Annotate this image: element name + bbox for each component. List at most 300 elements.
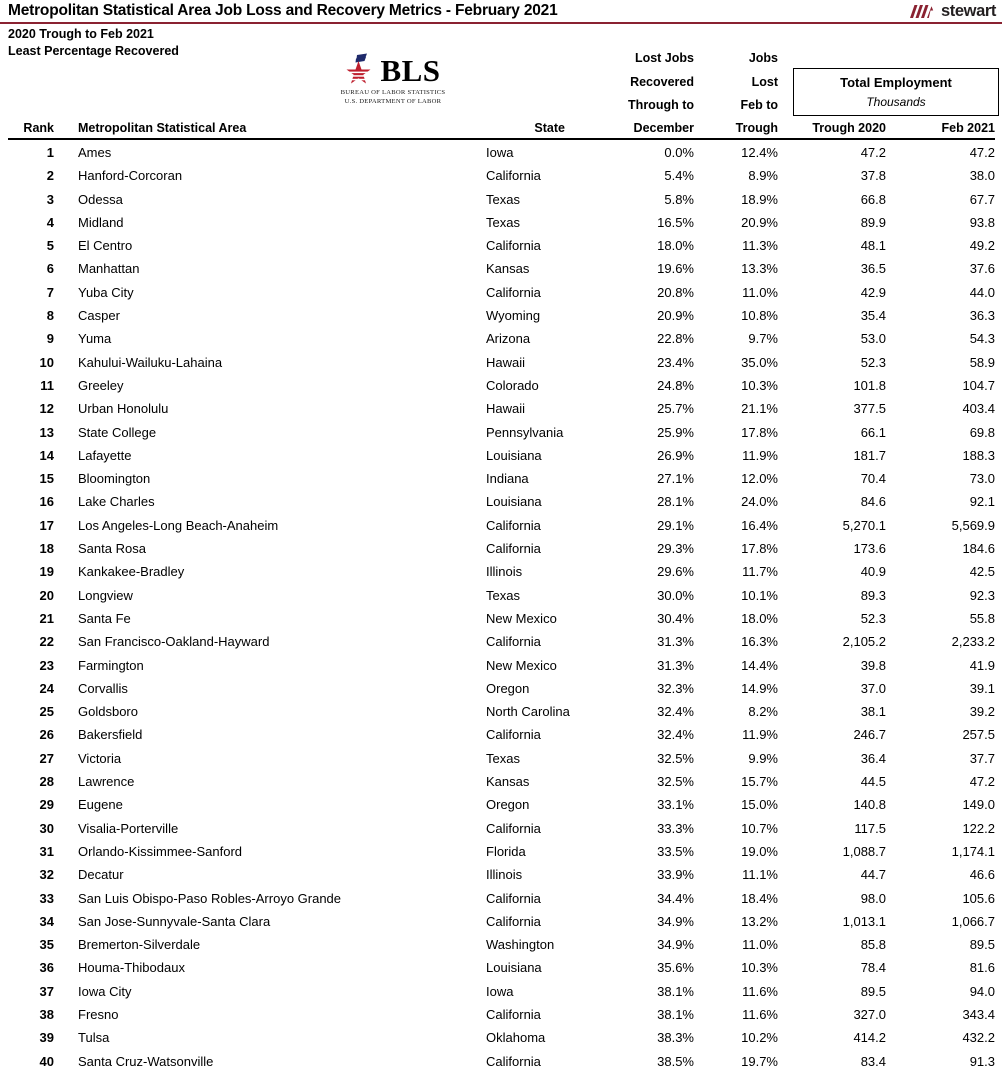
cell-recovered: 38.1% bbox=[657, 1006, 694, 1022]
cell-rank: 24 bbox=[39, 680, 54, 696]
cell-recovered: 28.1% bbox=[657, 494, 694, 510]
table-row bbox=[0, 956, 1002, 979]
cell-recovered: 30.0% bbox=[657, 587, 694, 603]
subheading-period: 2020 Trough to Feb 2021 bbox=[8, 27, 154, 41]
cell-trough-2020: 83.4 bbox=[860, 1053, 886, 1069]
cell-feb-2021: 81.6 bbox=[969, 960, 995, 976]
cell-rank: 10 bbox=[39, 354, 54, 370]
cell-rank: 13 bbox=[39, 424, 54, 440]
table-row bbox=[0, 467, 1002, 490]
cell-trough-2020: 44.7 bbox=[860, 867, 886, 883]
cell-jobs-lost: 11.6% bbox=[742, 983, 778, 999]
cell-msa: Bremerton-Silverdale bbox=[78, 937, 201, 953]
cell-state: California bbox=[486, 820, 541, 836]
cell-recovered: 32.3% bbox=[657, 680, 694, 696]
cell-recovered: 0.0% bbox=[664, 145, 694, 160]
cell-state: Oregon bbox=[486, 680, 530, 696]
cell-state: Illinois bbox=[486, 867, 523, 883]
cell-msa: Manhattan bbox=[78, 261, 140, 277]
cell-recovered: 22.8% bbox=[657, 331, 694, 347]
cell-state: New Mexico bbox=[486, 657, 557, 673]
bls-logo bbox=[333, 52, 453, 106]
cell-jobs-lost: 10.3% bbox=[741, 377, 778, 393]
cell-feb-2021: 5,569.9 bbox=[951, 517, 995, 533]
cell-jobs-lost: 21.1% bbox=[741, 401, 778, 417]
bls-subtitle-line-2: U.S. DEPARTMENT OF LABOR bbox=[344, 98, 442, 105]
cell-msa: San Jose-Sunnyvale-Santa Clara bbox=[78, 913, 271, 929]
cell-msa: Odessa bbox=[78, 191, 123, 207]
cell-trough-2020: 37.8 bbox=[860, 168, 886, 184]
page-title: Metropolitan Statistical Area Job Loss and Recovery Metrics - February 2021 bbox=[8, 2, 558, 19]
cell-msa: Bloomington bbox=[78, 471, 151, 487]
cell-recovered: 25.7% bbox=[657, 401, 694, 417]
cell-jobs-lost: 17.8% bbox=[741, 424, 778, 440]
cell-jobs-lost: 11.7% bbox=[742, 564, 778, 580]
cell-msa: Casper bbox=[78, 308, 120, 324]
cell-feb-2021: 42.5 bbox=[969, 564, 995, 580]
table-row bbox=[0, 211, 1002, 234]
column-header-rank: Rank bbox=[23, 121, 54, 135]
cell-msa: Goldsboro bbox=[78, 704, 138, 720]
cell-msa: Visalia-Porterville bbox=[78, 820, 179, 836]
cell-jobs-lost: 11.1% bbox=[742, 867, 778, 883]
cell-rank: 5 bbox=[46, 238, 54, 254]
cell-recovered: 31.3% bbox=[657, 657, 694, 673]
cell-state: Wyoming bbox=[486, 308, 541, 324]
column-header-msa: Metropolitan Statistical Area bbox=[78, 121, 247, 135]
cell-feb-2021: 403.4 bbox=[962, 401, 995, 417]
cell-state: California bbox=[486, 727, 541, 743]
cell-msa: Santa Cruz-Watsonville bbox=[78, 1053, 214, 1069]
cell-state: California bbox=[486, 238, 541, 254]
table-row bbox=[0, 281, 1002, 304]
table-row bbox=[0, 747, 1002, 770]
cell-trough-2020: 377.5 bbox=[853, 401, 886, 417]
cell-recovered: 33.9% bbox=[657, 867, 694, 883]
table-row bbox=[0, 910, 1002, 933]
subheading-sort: Least Percentage Recovered bbox=[8, 44, 179, 58]
cell-recovered: 29.1% bbox=[657, 517, 694, 533]
cell-jobs-lost: 11.9% bbox=[742, 727, 778, 743]
cell-jobs-lost: 20.9% bbox=[741, 214, 778, 230]
cell-rank: 40 bbox=[39, 1053, 54, 1069]
cell-recovered: 29.3% bbox=[657, 541, 694, 557]
table-row bbox=[0, 560, 1002, 583]
cell-jobs-lost: 15.7% bbox=[741, 774, 778, 790]
total-employment-title: Total Employment bbox=[840, 75, 952, 90]
cell-rank: 14 bbox=[39, 447, 54, 463]
cell-trough-2020: 84.6 bbox=[860, 494, 886, 510]
cell-jobs-lost: 14.4% bbox=[741, 657, 778, 673]
cell-msa: Victoria bbox=[78, 750, 122, 766]
table-row bbox=[0, 490, 1002, 513]
cell-jobs-lost: 16.3% bbox=[741, 634, 778, 650]
cell-jobs-lost: 19.0% bbox=[741, 843, 778, 859]
cell-recovered: 32.5% bbox=[657, 774, 694, 790]
column-header-trough-2020: Trough 2020 bbox=[812, 121, 886, 135]
cell-jobs-lost: 18.4% bbox=[741, 890, 778, 906]
cell-rank: 1 bbox=[46, 145, 54, 160]
cell-state: Oklahoma bbox=[486, 1030, 546, 1046]
cell-msa: Fresno bbox=[78, 1006, 119, 1022]
cell-rank: 11 bbox=[40, 377, 54, 393]
cell-state: Iowa bbox=[486, 145, 514, 160]
table-row bbox=[0, 1026, 1002, 1049]
header-line: Lost bbox=[751, 74, 778, 89]
bls-star-icon bbox=[345, 53, 377, 87]
cell-recovered: 33.5% bbox=[657, 843, 694, 859]
cell-state: Florida bbox=[486, 843, 526, 859]
cell-jobs-lost: 12.4% bbox=[741, 145, 778, 160]
cell-rank: 39 bbox=[39, 1030, 54, 1046]
cell-trough-2020: 52.3 bbox=[860, 354, 886, 370]
table-row bbox=[0, 700, 1002, 723]
cell-state: California bbox=[486, 168, 541, 184]
cell-state: New Mexico bbox=[486, 610, 557, 626]
cell-jobs-lost: 10.2% bbox=[741, 1030, 778, 1046]
cell-trough-2020: 53.0 bbox=[860, 331, 886, 347]
table-row bbox=[0, 584, 1002, 607]
cell-trough-2020: 52.3 bbox=[860, 610, 886, 626]
table-row bbox=[0, 537, 1002, 560]
cell-trough-2020: 66.1 bbox=[860, 424, 886, 440]
cell-rank: 23 bbox=[39, 657, 54, 673]
cell-state: Texas bbox=[486, 750, 520, 766]
cell-rank: 26 bbox=[39, 727, 54, 743]
table-row bbox=[0, 887, 1002, 910]
cell-feb-2021: 73.0 bbox=[969, 471, 995, 487]
cell-msa: Hanford-Corcoran bbox=[78, 168, 183, 184]
cell-state: Kansas bbox=[486, 774, 530, 790]
cell-feb-2021: 1,174.1 bbox=[951, 843, 995, 859]
cell-msa: Orlando-Kissimmee-Sanford bbox=[78, 843, 243, 859]
cell-rank: 34 bbox=[39, 913, 54, 929]
cell-trough-2020: 48.1 bbox=[860, 238, 886, 254]
cell-jobs-lost: 14.9% bbox=[741, 680, 778, 696]
cell-rank: 30 bbox=[39, 820, 54, 836]
cell-trough-2020: 70.4 bbox=[860, 471, 886, 487]
total-employment-units: Thousands bbox=[866, 95, 926, 109]
cell-state: California bbox=[486, 284, 541, 300]
cell-rank: 27 bbox=[39, 750, 54, 766]
cell-jobs-lost: 18.0% bbox=[741, 610, 778, 626]
cell-feb-2021: 92.1 bbox=[969, 494, 995, 510]
cell-msa: Corvallis bbox=[78, 680, 128, 696]
cell-msa: Los Angeles-Long Beach-Anaheim bbox=[78, 517, 279, 533]
cell-trough-2020: 42.9 bbox=[860, 284, 886, 300]
cell-recovered: 34.9% bbox=[657, 913, 694, 929]
header-underline bbox=[8, 138, 995, 140]
cell-jobs-lost: 11.9% bbox=[742, 447, 778, 463]
cell-jobs-lost: 17.8% bbox=[741, 541, 778, 557]
cell-msa: Midland bbox=[78, 214, 124, 230]
cell-trough-2020: 327.0 bbox=[853, 1006, 886, 1022]
table-row bbox=[0, 141, 1002, 164]
table-row bbox=[0, 840, 1002, 863]
table-row bbox=[0, 863, 1002, 886]
cell-jobs-lost: 15.0% bbox=[741, 797, 778, 813]
cell-trough-2020: 89.5 bbox=[860, 983, 886, 999]
cell-recovered: 25.9% bbox=[657, 424, 694, 440]
cell-rank: 37 bbox=[39, 983, 54, 999]
cell-msa: San Francisco-Oakland-Hayward bbox=[78, 634, 270, 650]
cell-recovered: 20.9% bbox=[657, 308, 694, 324]
table-row bbox=[0, 607, 1002, 630]
cell-trough-2020: 44.5 bbox=[860, 774, 886, 790]
cell-feb-2021: 122.2 bbox=[962, 820, 995, 836]
table-row bbox=[0, 1050, 1002, 1073]
cell-rank: 28 bbox=[39, 774, 54, 790]
cell-rank: 17 bbox=[39, 517, 54, 533]
cell-feb-2021: 46.6 bbox=[969, 867, 995, 883]
cell-msa: Greeley bbox=[78, 377, 124, 393]
cell-msa: Houma-Thibodaux bbox=[78, 960, 185, 976]
table-row bbox=[0, 630, 1002, 653]
table-row bbox=[0, 444, 1002, 467]
cell-recovered: 31.3% bbox=[657, 634, 694, 650]
cell-state: Arizona bbox=[486, 331, 531, 347]
bls-logo-top bbox=[333, 52, 453, 88]
cell-recovered: 30.4% bbox=[657, 610, 694, 626]
cell-feb-2021: 36.3 bbox=[969, 308, 995, 324]
cell-recovered: 32.4% bbox=[657, 727, 694, 743]
table-row bbox=[0, 164, 1002, 187]
stewart-slashes-icon bbox=[906, 4, 940, 19]
cell-trough-2020: 181.7 bbox=[853, 447, 886, 463]
column-header-state: State bbox=[534, 121, 565, 135]
cell-feb-2021: 54.3 bbox=[969, 331, 995, 347]
cell-feb-2021: 49.2 bbox=[969, 238, 995, 254]
cell-feb-2021: 47.2 bbox=[969, 145, 995, 160]
cell-feb-2021: 188.3 bbox=[962, 447, 995, 463]
cell-rank: 20 bbox=[39, 587, 54, 603]
cell-state: Colorado bbox=[486, 377, 539, 393]
cell-jobs-lost: 11.3% bbox=[742, 238, 778, 254]
cell-trough-2020: 36.4 bbox=[860, 750, 886, 766]
cell-msa: Farmington bbox=[78, 657, 144, 673]
cell-jobs-lost: 10.8% bbox=[741, 308, 778, 324]
cell-jobs-lost: 12.0% bbox=[741, 471, 778, 487]
stewart-wordmark: stewart bbox=[941, 2, 996, 20]
table-row bbox=[0, 397, 1002, 420]
cell-recovered: 5.4% bbox=[664, 168, 694, 184]
cell-feb-2021: 432.2 bbox=[962, 1030, 995, 1046]
title-bar bbox=[0, 0, 1002, 24]
cell-msa: Decatur bbox=[78, 867, 124, 883]
cell-msa: Bakersfield bbox=[78, 727, 143, 743]
cell-rank: 22 bbox=[39, 634, 54, 650]
cell-jobs-lost: 10.1% bbox=[741, 587, 778, 603]
cell-state: Hawaii bbox=[486, 401, 526, 417]
cell-feb-2021: 149.0 bbox=[962, 797, 995, 813]
cell-trough-2020: 40.9 bbox=[860, 564, 886, 580]
table-row bbox=[0, 257, 1002, 280]
cell-feb-2021: 47.2 bbox=[969, 774, 995, 790]
cell-jobs-lost: 19.7% bbox=[741, 1053, 778, 1069]
cell-feb-2021: 89.5 bbox=[969, 937, 995, 953]
cell-recovered: 38.3% bbox=[657, 1030, 694, 1046]
cell-trough-2020: 1,013.1 bbox=[842, 913, 886, 929]
cell-rank: 36 bbox=[39, 960, 54, 976]
cell-trough-2020: 89.9 bbox=[860, 214, 886, 230]
cell-state: California bbox=[486, 890, 541, 906]
cell-state: Louisiana bbox=[486, 447, 542, 463]
cell-feb-2021: 105.6 bbox=[962, 890, 995, 906]
cell-rank: 4 bbox=[46, 214, 54, 230]
cell-feb-2021: 1,066.7 bbox=[951, 913, 995, 929]
cell-recovered: 29.6% bbox=[657, 564, 694, 580]
cell-feb-2021: 104.7 bbox=[962, 377, 995, 393]
cell-feb-2021: 2,233.2 bbox=[951, 634, 995, 650]
cell-jobs-lost: 35.0% bbox=[741, 354, 778, 370]
cell-rank: 16 bbox=[39, 494, 54, 510]
cell-rank: 18 bbox=[39, 541, 54, 557]
cell-state: Indiana bbox=[486, 471, 529, 487]
cell-recovered: 20.8% bbox=[657, 284, 694, 300]
cell-state: California bbox=[486, 517, 541, 533]
cell-rank: 35 bbox=[39, 937, 54, 953]
cell-recovered: 35.6% bbox=[657, 960, 694, 976]
cell-recovered: 24.8% bbox=[657, 377, 694, 393]
cell-feb-2021: 58.9 bbox=[969, 354, 995, 370]
table-row bbox=[0, 723, 1002, 746]
cell-trough-2020: 98.0 bbox=[860, 890, 886, 906]
cell-state: Oregon bbox=[486, 797, 530, 813]
cell-msa: Kankakee-Bradley bbox=[78, 564, 185, 580]
cell-rank: 31 bbox=[39, 843, 54, 859]
table-row bbox=[0, 817, 1002, 840]
cell-rank: 12 bbox=[39, 401, 54, 417]
cell-state: Illinois bbox=[486, 564, 523, 580]
cell-recovered: 27.1% bbox=[657, 471, 694, 487]
cell-msa: Santa Fe bbox=[78, 610, 131, 626]
cell-jobs-lost: 9.9% bbox=[748, 750, 778, 766]
cell-rank: 15 bbox=[39, 471, 54, 487]
cell-trough-2020: 117.5 bbox=[854, 820, 886, 836]
table-row bbox=[0, 351, 1002, 374]
cell-state: Pennsylvania bbox=[486, 424, 564, 440]
cell-recovered: 18.0% bbox=[657, 238, 694, 254]
cell-trough-2020: 140.8 bbox=[853, 797, 886, 813]
cell-msa: Lake Charles bbox=[78, 494, 155, 510]
cell-recovered: 33.3% bbox=[657, 820, 694, 836]
cell-trough-2020: 89.3 bbox=[860, 587, 886, 603]
cell-jobs-lost: 18.9% bbox=[741, 191, 778, 207]
cell-jobs-lost: 8.9% bbox=[748, 168, 778, 184]
subheading-block bbox=[8, 26, 179, 60]
header-line: Lost Jobs bbox=[634, 51, 694, 65]
table-row bbox=[0, 933, 1002, 956]
cell-recovered: 34.4% bbox=[657, 890, 694, 906]
cell-msa: Tulsa bbox=[78, 1030, 110, 1046]
cell-state: North Carolina bbox=[486, 704, 570, 720]
cell-feb-2021: 69.8 bbox=[969, 424, 995, 440]
cell-msa: Yuma bbox=[78, 331, 112, 347]
table-row bbox=[0, 304, 1002, 327]
cell-rank: 19 bbox=[39, 564, 54, 580]
cell-jobs-lost: 16.4% bbox=[741, 517, 778, 533]
cell-trough-2020: 39.8 bbox=[860, 657, 886, 673]
cell-rank: 33 bbox=[39, 890, 54, 906]
cell-rank: 2 bbox=[46, 168, 54, 184]
cell-feb-2021: 38.0 bbox=[969, 168, 995, 184]
cell-state: Kansas bbox=[486, 261, 530, 277]
table-row bbox=[0, 188, 1002, 211]
cell-trough-2020: 246.7 bbox=[853, 727, 886, 743]
cell-state: California bbox=[486, 1053, 541, 1069]
cell-recovered: 32.4% bbox=[657, 704, 694, 720]
column-header-trough: Trough bbox=[735, 121, 778, 135]
column-header-feb-2021: Feb 2021 bbox=[941, 121, 995, 135]
cell-msa: Kahului-Wailuku-Lahaina bbox=[78, 354, 223, 370]
cell-jobs-lost: 9.7% bbox=[748, 331, 778, 347]
cell-msa: San Luis Obispo-Paso Robles-Arroyo Grande bbox=[78, 890, 342, 906]
table-header-row bbox=[0, 118, 1002, 140]
cell-jobs-lost: 13.3% bbox=[741, 261, 778, 277]
table-row bbox=[0, 793, 1002, 816]
cell-feb-2021: 55.8 bbox=[969, 610, 995, 626]
cell-jobs-lost: 11.0% bbox=[742, 937, 778, 953]
cell-rank: 32 bbox=[39, 867, 54, 883]
cell-msa: Eugene bbox=[78, 797, 123, 813]
cell-feb-2021: 67.7 bbox=[969, 191, 995, 207]
cell-rank: 3 bbox=[46, 191, 54, 207]
cell-recovered: 16.5% bbox=[657, 214, 694, 230]
cell-recovered: 32.5% bbox=[657, 750, 694, 766]
cell-feb-2021: 37.7 bbox=[969, 750, 995, 766]
cell-rank: 8 bbox=[46, 308, 54, 324]
cell-rank: 21 bbox=[39, 610, 54, 626]
cell-feb-2021: 37.6 bbox=[969, 261, 995, 277]
table-row bbox=[0, 327, 1002, 350]
cell-recovered: 19.6% bbox=[657, 261, 694, 277]
cell-rank: 38 bbox=[39, 1006, 54, 1022]
header-line: Recovered bbox=[630, 74, 694, 89]
column-header-lost-jobs-recovered bbox=[600, 47, 694, 118]
cell-recovered: 23.4% bbox=[657, 354, 694, 370]
table-row bbox=[0, 421, 1002, 444]
cell-state: California bbox=[486, 913, 541, 929]
cell-trough-2020: 66.8 bbox=[860, 191, 886, 207]
cell-trough-2020: 47.2 bbox=[860, 145, 886, 160]
table-row bbox=[0, 374, 1002, 397]
cell-msa: Lafayette bbox=[78, 447, 132, 463]
stewart-logo bbox=[906, 1, 996, 21]
cell-state: Texas bbox=[486, 191, 520, 207]
cell-msa: Iowa City bbox=[78, 983, 132, 999]
cell-feb-2021: 343.4 bbox=[962, 1006, 995, 1022]
cell-msa: El Centro bbox=[78, 238, 133, 254]
table-row bbox=[0, 770, 1002, 793]
cell-msa: Yuba City bbox=[78, 284, 134, 300]
cell-msa: Ames bbox=[78, 145, 112, 160]
cell-recovered: 34.9% bbox=[657, 937, 694, 953]
cell-msa: State College bbox=[78, 424, 157, 440]
cell-rank: 25 bbox=[39, 704, 54, 720]
table-row bbox=[0, 234, 1002, 257]
cell-state: Texas bbox=[486, 587, 520, 603]
title-red-rule bbox=[0, 22, 1002, 24]
cell-feb-2021: 91.3 bbox=[969, 1053, 995, 1069]
header-line: Feb to bbox=[740, 98, 778, 112]
cell-trough-2020: 2,105.2 bbox=[842, 634, 886, 650]
cell-jobs-lost: 13.2% bbox=[741, 913, 778, 929]
cell-jobs-lost: 10.3% bbox=[741, 960, 778, 976]
cell-feb-2021: 39.1 bbox=[969, 680, 995, 696]
cell-jobs-lost: 8.2% bbox=[748, 704, 778, 720]
cell-feb-2021: 94.0 bbox=[969, 983, 995, 999]
cell-rank: 29 bbox=[39, 797, 54, 813]
